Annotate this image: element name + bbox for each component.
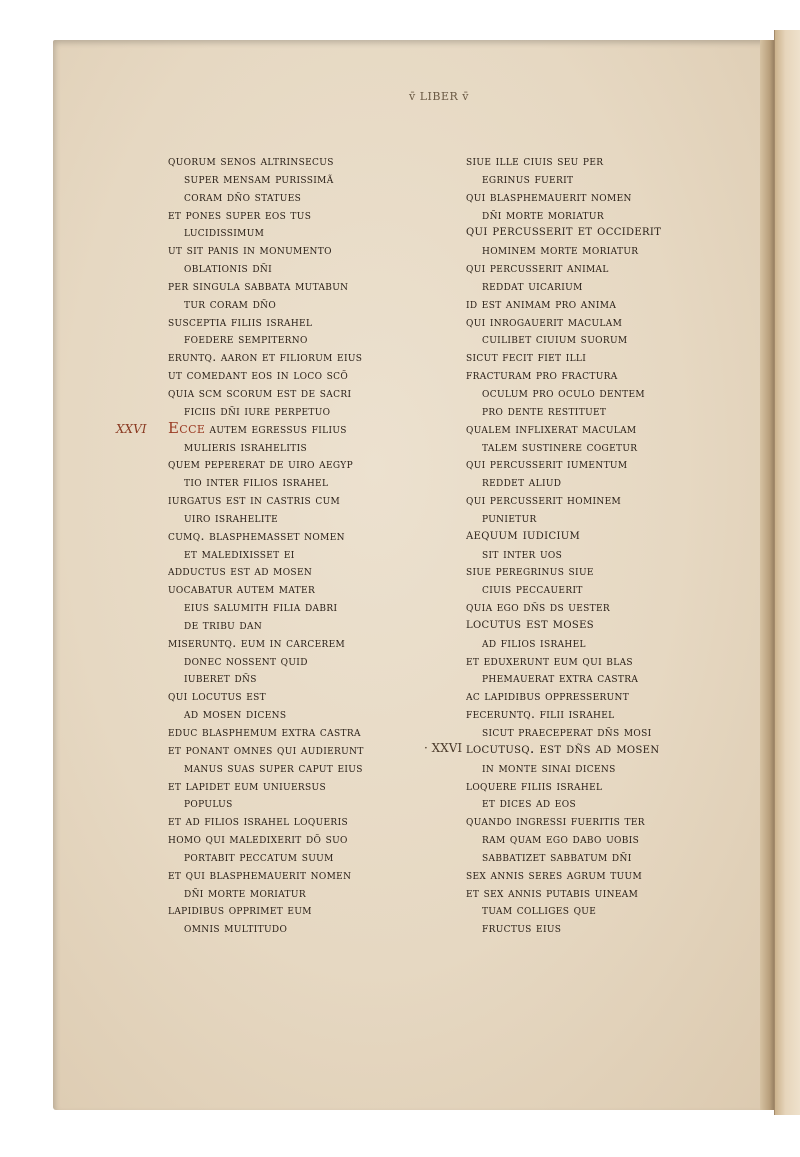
left-column-line (168, 777, 422, 795)
right-column-line (466, 669, 720, 687)
right-column-line (466, 420, 720, 438)
line-text: qui locutus est (168, 688, 267, 704)
line-text: omnis multitudo (184, 920, 288, 936)
right-column-line (466, 705, 720, 723)
chapter-number-right: · XXVI (424, 741, 463, 755)
line-text: et maledixisset ei (184, 545, 295, 561)
left-column-line (168, 188, 422, 206)
line-text: feceruntq. filii israhel (466, 706, 615, 722)
left-column-line (168, 830, 422, 848)
line-text: locutus est moses (466, 615, 594, 632)
left-column-line (168, 616, 422, 634)
line-text: qui percusserit animal (466, 260, 609, 276)
chapter-number-left: XXVI (116, 422, 147, 436)
chapter-number-right-label: XXVI (431, 741, 463, 755)
left-column-line (168, 206, 422, 224)
left-column-line (168, 545, 422, 563)
right-column-line (466, 777, 720, 795)
line-text: portabit peccatum suum (184, 848, 334, 864)
line-text: hominem morte moriatur (482, 242, 639, 258)
line-text: locutusq. est dñs ad mosen (466, 740, 660, 757)
left-column-line (168, 759, 422, 777)
left-column-line (168, 241, 422, 259)
left-column-line (168, 295, 422, 313)
line-text: ac lapidibus oppresserunt (466, 688, 630, 704)
left-column-line (168, 669, 422, 687)
left-column-line (168, 509, 422, 527)
line-text: manus suas super caput eius (184, 759, 363, 775)
left-column-line (168, 420, 422, 438)
line-text: et lapidet eum uniuersus (168, 777, 327, 793)
left-column-line (168, 527, 422, 545)
right-column-line (466, 259, 720, 277)
left-column-line (168, 402, 422, 420)
line-text: quando ingressi fueritis ter (466, 813, 645, 829)
left-column-line (168, 687, 422, 705)
right-column-line (466, 545, 720, 563)
right-column-line (466, 687, 720, 705)
right-column-line (466, 509, 720, 527)
line-text: punietur (482, 509, 537, 525)
line-text: de tribu dan (184, 616, 263, 632)
line-text: quia ego dñs ds uester (466, 599, 611, 615)
left-column-line (168, 901, 422, 919)
line-text: autem egressus filius (209, 420, 347, 436)
line-text: uocabatur autem mater (168, 581, 316, 597)
line-text: qui percusserit iumentum (466, 456, 628, 472)
right-column-line (466, 634, 720, 652)
line-text: miseruntq. eum in carcerem (168, 634, 346, 650)
line-text: pro dente restituet (482, 402, 607, 418)
line-text: tur coram dño (184, 295, 277, 311)
line-text: ad mosen dicens (184, 706, 287, 722)
line-text: aequum iudicium (466, 526, 581, 543)
line-text: qui inrogauerit maculam (466, 313, 623, 329)
line-text: cumq. blasphemasset nomen (168, 527, 345, 543)
right-column-line (466, 901, 720, 919)
line-text: ut comedant eos in loco scõ (168, 367, 349, 383)
text-column-left (168, 152, 422, 937)
right-column-line (466, 562, 720, 580)
left-column-line (168, 848, 422, 866)
left-column-line (168, 170, 422, 188)
left-column-line (168, 384, 422, 402)
line-text: ficiis dñi iure perpetuo (184, 402, 331, 418)
left-column-line (168, 705, 422, 723)
line-text: quem pepererat de uiro aegyp (168, 456, 354, 472)
running-header: ⅴ̄ LIBER ⅴ̄ (409, 90, 469, 103)
left-column-line (168, 794, 422, 812)
left-column-line (168, 313, 422, 331)
left-column-line (168, 812, 422, 830)
left-column-line (168, 919, 422, 937)
line-text: sex annis seres agrum tuum (466, 866, 643, 882)
right-column-line (466, 848, 720, 866)
line-text: ciuis peccauerit (482, 581, 583, 597)
right-column-line (466, 884, 720, 902)
line-text: sit inter uos (482, 545, 563, 561)
right-column-line (466, 223, 720, 241)
line-text: sabbatizet sabbatum dñi (482, 848, 632, 864)
right-column-line (466, 188, 720, 206)
left-column-line (168, 580, 422, 598)
line-text: oculum pro oculo dentem (482, 384, 645, 400)
right-column-line (466, 241, 720, 259)
line-text: qui percusserit et occiderit (466, 223, 662, 240)
left-column-line (168, 562, 422, 580)
text-column-right (466, 152, 720, 937)
right-column-line (466, 616, 720, 634)
line-text: siue ille ciuis seu per (466, 153, 604, 168)
left-column-line (168, 438, 422, 456)
line-text: phemauerat extra castra (482, 670, 639, 686)
left-column-line (168, 652, 422, 670)
right-column-line (466, 830, 720, 848)
line-text: sicut fecit fiet illi (466, 349, 587, 365)
line-text: et eduxerunt eum qui blas (466, 652, 633, 668)
right-column-line (466, 348, 720, 366)
line-text: cuilibet ciuium suorum (482, 331, 628, 347)
right-column-line (466, 206, 720, 224)
right-column-line (466, 741, 720, 759)
left-column-line (168, 366, 422, 384)
left-column-line (168, 741, 422, 759)
line-text: fructus eius (482, 920, 562, 936)
right-column-line (466, 152, 720, 170)
line-text: quorum senos altrinsecus (168, 153, 334, 168)
right-column-line (466, 527, 720, 545)
line-text: ut sit panis in monumento (168, 242, 332, 258)
right-column-line (466, 794, 720, 812)
line-text: et qui blasphemauerit nomen (168, 866, 352, 882)
right-column-line (466, 455, 720, 473)
line-text: educ blasphemum extra castra (168, 724, 361, 739)
line-text: fracturam pro fractura (466, 367, 618, 383)
right-column-line (466, 598, 720, 616)
line-text: egrinus fuerit (482, 170, 574, 186)
line-text: quia scm scorum est de sacri (168, 384, 352, 400)
line-text: tio inter filios israhel (184, 474, 329, 490)
line-text: adductus est ad mosen (168, 563, 313, 579)
right-column-line (466, 866, 720, 884)
line-text: super mensam purissimã (184, 170, 334, 186)
right-column-line (466, 170, 720, 188)
left-column-line (168, 259, 422, 277)
line-text: lapidibus opprimet eum (168, 902, 312, 918)
line-text: per singula sabbata mutabun (168, 277, 349, 293)
right-column-line (466, 277, 720, 295)
line-text: susceptia filiis israhel (168, 313, 313, 329)
right-column-line (466, 366, 720, 384)
line-text: iuberet dñs (184, 670, 257, 686)
line-text: mulieris israhelitis (184, 438, 308, 454)
right-column-line (466, 330, 720, 348)
right-column-line (466, 438, 720, 456)
left-column-line (168, 491, 422, 509)
rubricated-initial: Ecce (168, 419, 206, 437)
line-text: iurgatus est in castris cum (168, 492, 341, 508)
line-text: populus (184, 795, 233, 811)
line-text: et dices ad eos (482, 795, 576, 811)
right-column-line (466, 473, 720, 491)
left-column-line (168, 152, 422, 170)
left-column-line (168, 884, 422, 902)
line-text: lucidissimum (184, 224, 265, 240)
right-column-line (466, 580, 720, 598)
line-text: ad filios israhel (482, 634, 586, 650)
left-column-line (168, 723, 422, 741)
right-column-line (466, 313, 720, 331)
line-text: ram quam ego dabo uobis (482, 831, 640, 847)
line-text: donec nossent quid (184, 652, 308, 668)
line-text: reddat uicarium (482, 277, 583, 293)
line-text: siue peregrinus siue (466, 563, 594, 579)
left-column-line (168, 866, 422, 884)
line-text: et ponant omnes qui audierunt (168, 741, 364, 757)
line-text: et sex annis putabis uineam (466, 884, 639, 900)
line-text: homo qui maledixerit dõ suo (168, 831, 348, 847)
line-text: qui blasphemauerit nomen (466, 188, 632, 204)
line-text: dñi morte moriatur (482, 206, 604, 222)
right-column-line (466, 491, 720, 509)
line-text: qui percusserit hominem (466, 492, 622, 508)
facing-page-edge (774, 30, 800, 1115)
right-column-line (466, 812, 720, 830)
right-column-line (466, 402, 720, 420)
line-text: in monte sinai dicens (482, 759, 616, 775)
line-text: sicut praeceperat dñs mosi (482, 724, 652, 739)
left-column-line (168, 223, 422, 241)
right-column-line (466, 919, 720, 937)
left-column-line (168, 330, 422, 348)
line-text: eius salumith filia dabri (184, 599, 338, 615)
right-column-line (466, 652, 720, 670)
line-text: tuam colliges que (482, 902, 597, 918)
line-text: talem sustinere cogetur (482, 438, 638, 454)
line-text: loquere filiis israhel (466, 777, 603, 793)
left-column-line (168, 598, 422, 616)
line-text: foedere sempiterno (184, 331, 308, 347)
line-text: eruntq. aaron et filiorum eius (168, 349, 363, 365)
left-column-line (168, 455, 422, 473)
line-text: et pones super eos tus (168, 206, 312, 222)
line-text: id est animam pro anima (466, 295, 617, 311)
line-text: dñi morte moriatur (184, 884, 306, 900)
line-text: coram dño statues (184, 188, 302, 204)
left-column-line (168, 348, 422, 366)
left-column-line (168, 634, 422, 652)
left-column-line (168, 473, 422, 491)
line-text: et ad filios israhel loqueris (168, 813, 348, 829)
right-column-line (466, 384, 720, 402)
right-column-line (466, 759, 720, 777)
right-column-line (466, 295, 720, 313)
left-column-line (168, 277, 422, 295)
right-column-line (466, 723, 720, 741)
line-text: oblationis dñi (184, 260, 273, 276)
line-text: uiro israhelite (184, 509, 279, 525)
line-text: reddet aliud (482, 474, 562, 490)
line-text: qualem inflixerat maculam (466, 420, 637, 436)
